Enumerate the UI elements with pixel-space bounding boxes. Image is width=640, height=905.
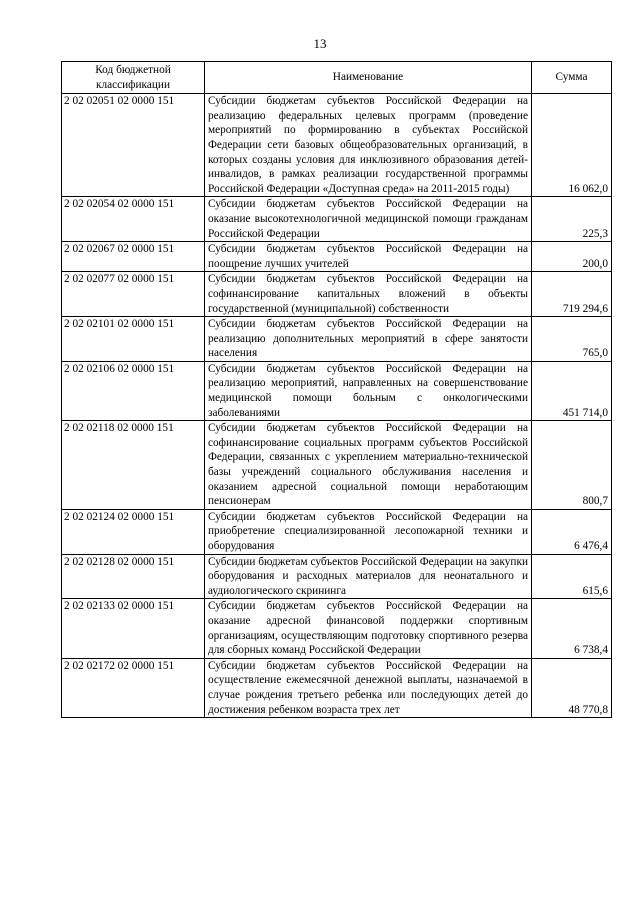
table-row	[62, 658, 612, 717]
table-header-row	[62, 62, 612, 94]
row-name: Субсидии бюджетам субъектов Российской Федерации на реализацию федеральных целевых программ (проведение мероприятий по формированию в субъектах Российской Федерации сети базовых общеобразовательных организаций, в которых созданы условия для инклюзивного образования детей-инвалидов, в рамках реализации государственной программы Российской Федерации «Доступная среда» на 2011-2015 годы)	[205, 94, 532, 197]
table-row	[62, 421, 612, 510]
table-row	[62, 94, 612, 197]
page-number: 13	[313, 36, 327, 51]
row-code: 2 02 02133 02 0000 151	[62, 599, 205, 658]
row-sum: 6 738,4	[532, 599, 612, 658]
row-name: Субсидии бюджетам субъектов Российской Федерации на реализацию дополнительных мероприятий в сфере занятости населения	[205, 317, 532, 362]
table-row	[62, 317, 612, 362]
table-row	[62, 554, 612, 599]
row-name: Субсидии бюджетам субъектов Российской Федерации на приобретение специализированной лесопожарной техники и оборудования	[205, 509, 532, 554]
row-sum: 451 714,0	[532, 361, 612, 420]
header-sum: Сумма	[532, 62, 612, 94]
row-sum: 615,6	[532, 554, 612, 599]
row-code: 2 02 02128 02 0000 151	[62, 554, 205, 599]
row-code: 2 02 02054 02 0000 151	[62, 197, 205, 242]
row-sum: 6 476,4	[532, 509, 612, 554]
row-name: Субсидии бюджетам субъектов Российской Федерации на осуществление ежемесячной денежной выплаты, назначаемой в случае рождения третьего ребенка или последующих детей до достижения ребенком возраста трех лет	[205, 658, 532, 717]
header-name: Наименование	[205, 62, 532, 94]
table-row	[62, 197, 612, 242]
row-name: Субсидии бюджетам субъектов Российской Федерации на закупки оборудования и расходных материалов для неонатального и аудиологического скрининга	[205, 554, 532, 599]
row-name: Субсидии бюджетам субъектов Российской Федерации на оказание адресной финансовой поддержки спортивным организациям, осуществляющим подготовку спортивного резерва для сборных команд Российской Федерации	[205, 599, 532, 658]
row-code: 2 02 02118 02 0000 151	[62, 421, 205, 510]
row-name: Субсидии бюджетам субъектов Российской Федерации на софинансирование капитальных вложений в объекты государственной (муниципальной) собственности	[205, 272, 532, 317]
table-row	[62, 361, 612, 420]
row-sum: 800,7	[532, 421, 612, 510]
table-row	[62, 242, 612, 272]
row-name: Субсидии бюджетам субъектов Российской Федерации на реализацию мероприятий, направленных на совершенствование медицинской помощи больным с онкологическими заболеваниями	[205, 361, 532, 420]
table-row	[62, 509, 612, 554]
row-code: 2 02 02124 02 0000 151	[62, 509, 205, 554]
row-code: 2 02 02067 02 0000 151	[62, 242, 205, 272]
row-code: 2 02 02172 02 0000 151	[62, 658, 205, 717]
row-sum: 16 062,0	[532, 94, 612, 197]
row-code: 2 02 02101 02 0000 151	[62, 317, 205, 362]
row-code: 2 02 02051 02 0000 151	[62, 94, 205, 197]
row-code: 2 02 02077 02 0000 151	[62, 272, 205, 317]
table-row	[62, 599, 612, 658]
row-sum: 200,0	[532, 242, 612, 272]
row-code: 2 02 02106 02 0000 151	[62, 361, 205, 420]
row-sum: 48 770,8	[532, 658, 612, 717]
header-code: Код бюджетной классификации	[62, 62, 205, 94]
budget-table	[61, 61, 612, 718]
table-row	[62, 272, 612, 317]
row-sum: 719 294,6	[532, 272, 612, 317]
row-sum: 765,0	[532, 317, 612, 362]
row-name: Субсидии бюджетам субъектов Российской Федерации на оказание высокотехнологичной медицинской помощи гражданам Российской Федерации	[205, 197, 532, 242]
row-name: Субсидии бюджетам субъектов Российской Федерации на поощрение лучших учителей	[205, 242, 532, 272]
row-sum: 225,3	[532, 197, 612, 242]
row-name: Субсидии бюджетам субъектов Российской Федерации на софинансирование социальных программ субъектов Российской Федерации, связанных с укреплением материально-технической базы учреждений социального обслуживания населения и оказанием адресной социальной помощи неработающим пенсионерам	[205, 421, 532, 510]
